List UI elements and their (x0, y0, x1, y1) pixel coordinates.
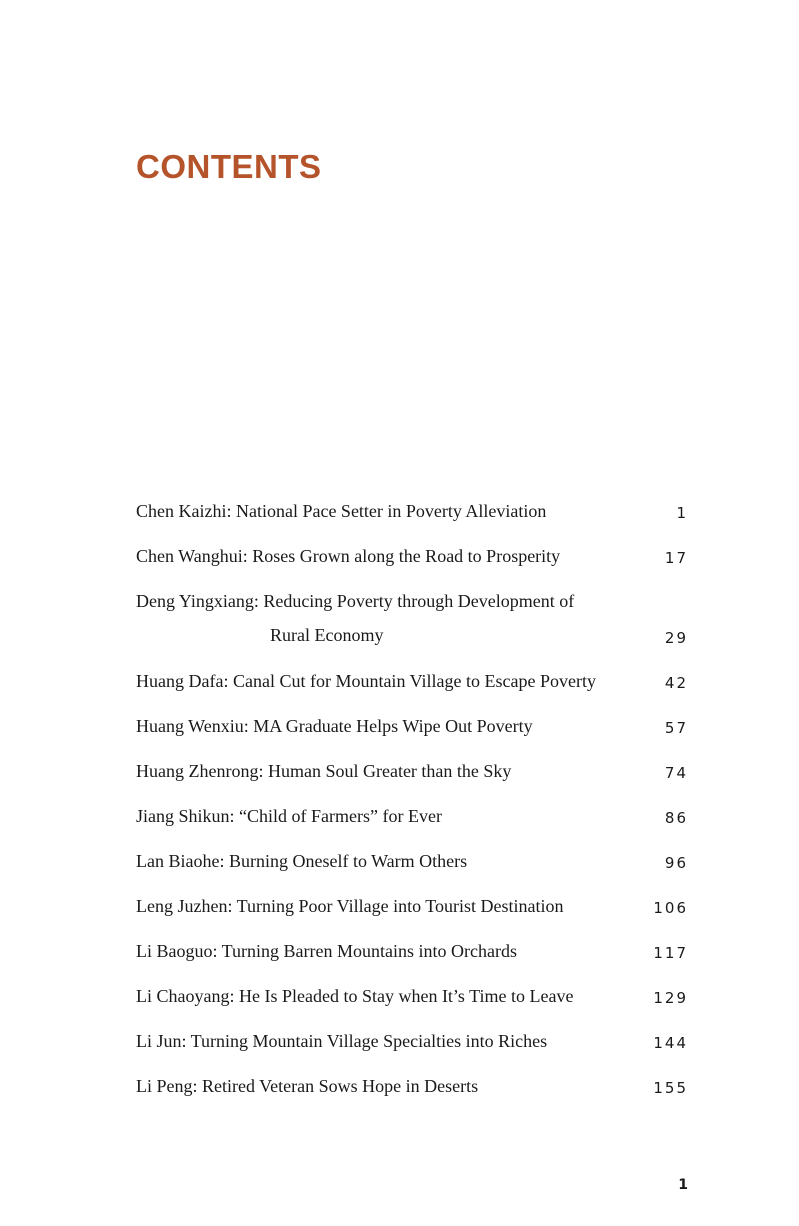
entry-title-text: Leng Juzhen: Turning Poor Village into Tourist Destination (136, 896, 564, 916)
entry-title (136, 895, 563, 917)
toc-entry (136, 940, 688, 985)
toc-entry (136, 850, 688, 895)
entry-title-text: Huang Wenxiu: MA Graduate Helps Wipe Out Poverty (136, 716, 533, 736)
entry-title-text: Jiang Shikun: “Child of Farmers” for Ever (136, 806, 442, 826)
entry-page-number: 57 (664, 719, 688, 737)
toc-entry (136, 715, 688, 760)
entry-page-number: 42 (664, 674, 688, 692)
entry-title-text: Li Baoguo: Turning Barren Mountains into Orchards (136, 941, 517, 961)
entry-page-number: 129 (653, 989, 688, 1007)
page-number: 1 (678, 1177, 688, 1193)
toc-entry (136, 760, 688, 805)
entry-title-text: Deng Yingxiang: Reducing Poverty through Development of (136, 591, 575, 611)
toc-entry (136, 500, 688, 545)
entry-title-text: Li Chaoyang: He Is Pleaded to Stay when It’s Time to Leave (136, 986, 574, 1006)
entry-page-number: 86 (664, 809, 688, 827)
toc-entry (136, 1030, 688, 1075)
entry-page-number: 74 (664, 764, 688, 782)
entry-title (136, 500, 546, 522)
entry-title-text: Li Peng: Retired Veteran Sows Hope in Deserts (136, 1076, 479, 1096)
toc-entry (136, 590, 688, 670)
entry-title-continuation: Rural Economy (270, 625, 384, 645)
toc-entry (136, 1075, 688, 1120)
entry-title-text: Li Jun: Turning Mountain Village Specialties into Riches (136, 1031, 548, 1051)
entry-title (136, 940, 517, 962)
entry-title-text: Lan Biaohe: Burning Oneself to Warm Others (136, 851, 468, 871)
entry-page-number: 96 (664, 854, 688, 872)
entry-page-number: 106 (653, 899, 688, 917)
entry-title-text: Huang Dafa: Canal Cut for Mountain Village to Escape Poverty (136, 671, 596, 691)
entry-title-text: Huang Zhenrong: Human Soul Greater than the Sky (136, 761, 512, 781)
entry-page-number: 17 (664, 549, 688, 567)
toc-entry (136, 985, 688, 1030)
page-title: CONTENTS (136, 148, 322, 185)
entry-title (136, 1030, 547, 1052)
entry-page-number: 144 (653, 1034, 688, 1052)
entry-title (136, 590, 574, 646)
entry-title (136, 805, 442, 827)
entry-title (136, 760, 511, 782)
table-of-contents (136, 500, 688, 1120)
toc-entry (136, 670, 688, 715)
entry-title (136, 670, 596, 692)
entry-title-text: Chen Kaizhi: National Pace Setter in Poverty Alleviation (136, 501, 547, 521)
entry-page-number: 155 (653, 1079, 688, 1097)
toc-entry (136, 545, 688, 590)
entry-page-number: 29 (664, 629, 688, 647)
entry-title (136, 715, 533, 737)
entry-title (136, 545, 560, 567)
entry-title-text: Chen Wanghui: Roses Grown along the Road to Prosperity (136, 546, 561, 566)
entry-title (136, 985, 573, 1007)
entry-title (136, 1075, 478, 1097)
entry-page-number: 1 (676, 504, 688, 522)
toc-entry (136, 895, 688, 940)
entry-title (136, 850, 467, 872)
toc-entry (136, 805, 688, 850)
entry-page-number: 117 (653, 944, 688, 962)
